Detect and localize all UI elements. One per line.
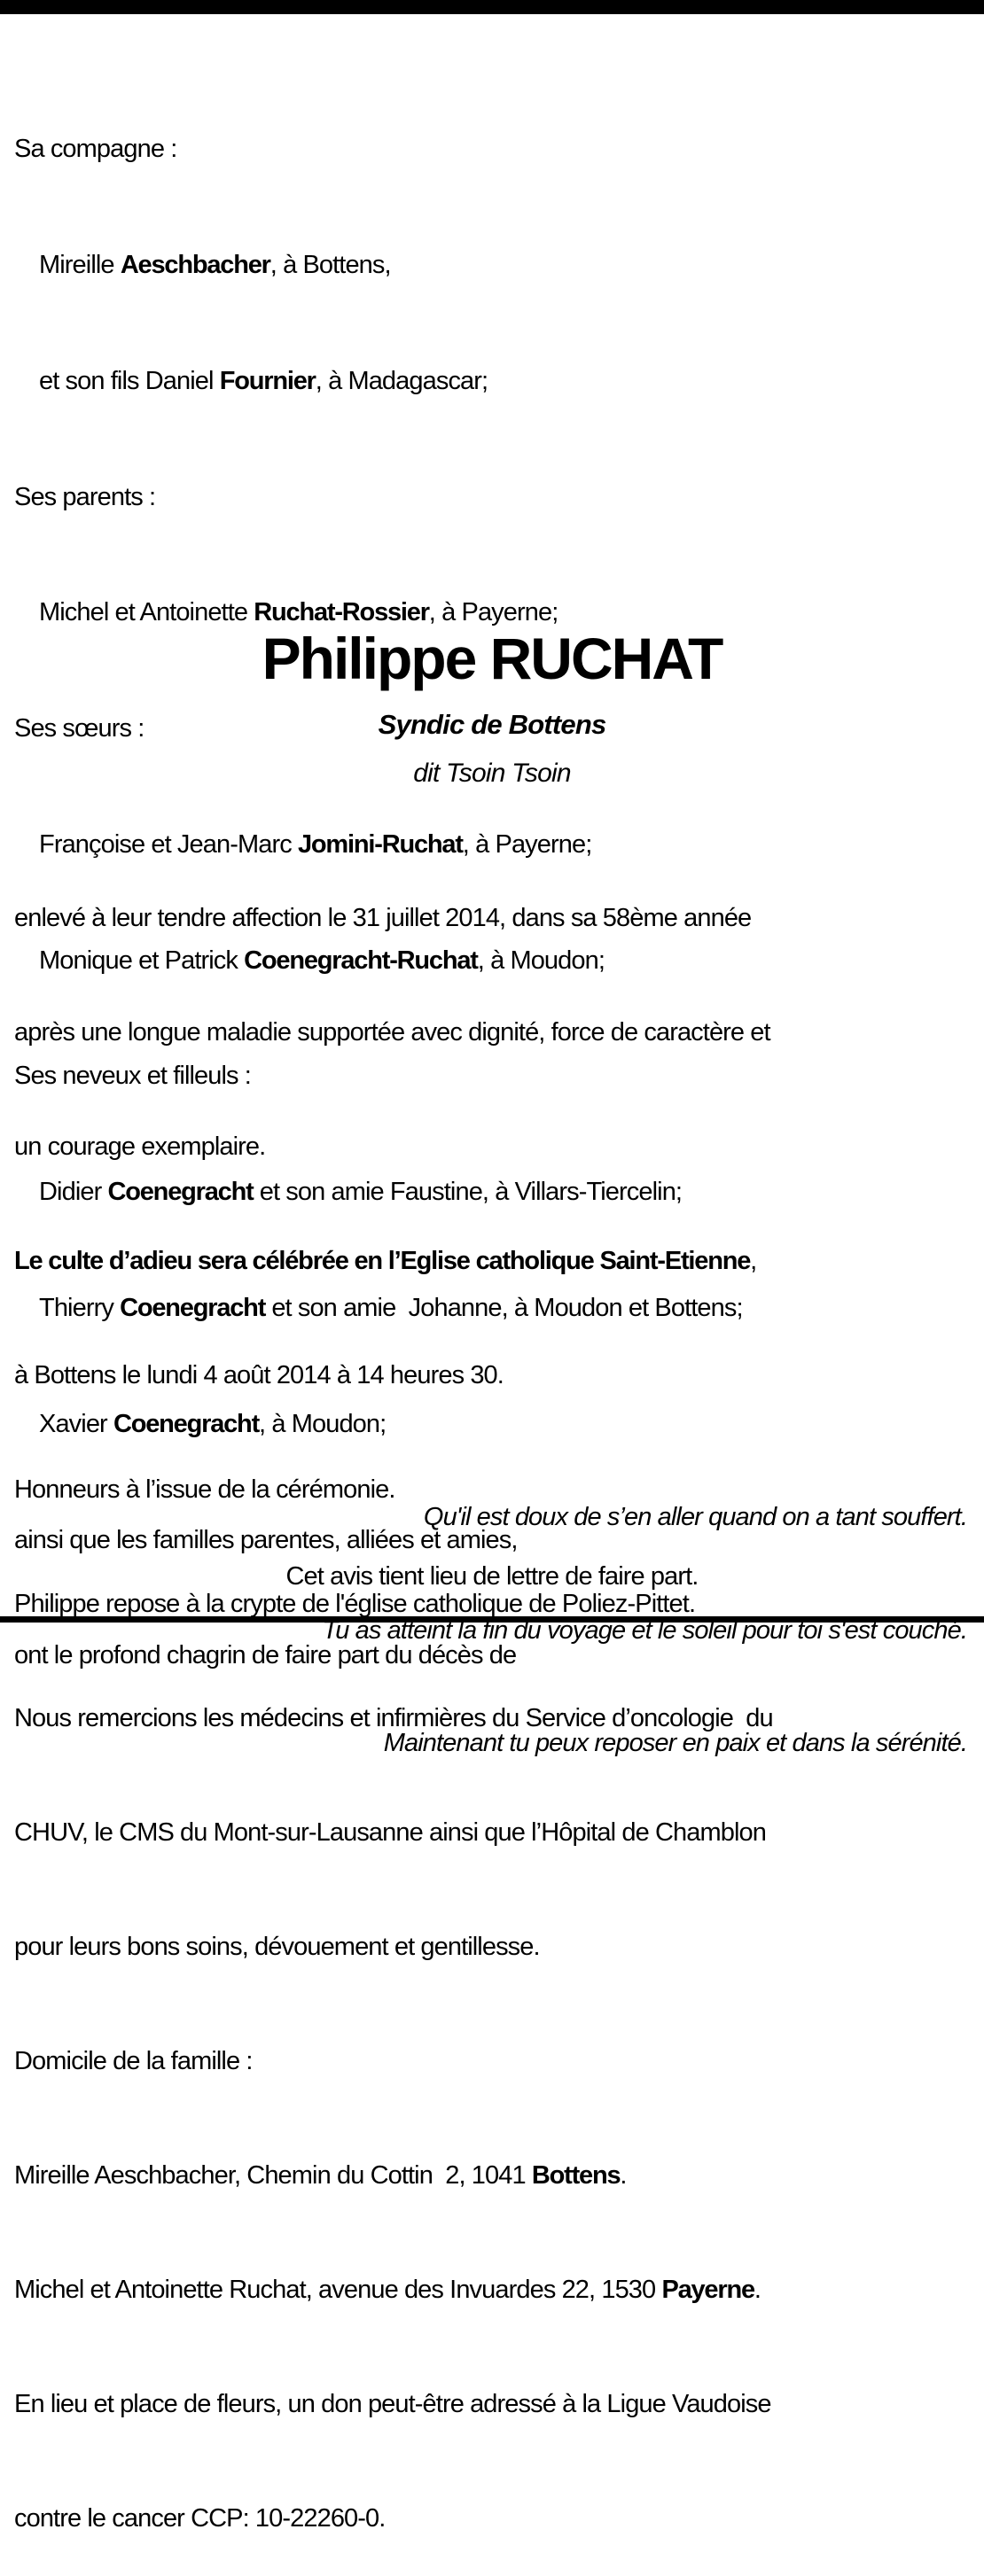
sisters-label: Ses sœurs : <box>14 714 144 743</box>
body-line: En lieu et place de fleurs, un don peut-être adressé à la Ligue Vaudoise <box>14 2390 771 2418</box>
address-line <box>14 2157 773 2195</box>
surname: Fournier <box>219 366 316 395</box>
body-line: CHUV, le CMS du Mont-sur-Lausanne ainsi que l’Hôpital de Chamblon <box>14 1818 766 1847</box>
text: , à Payerne; <box>428 598 558 627</box>
text: et son amie Faustine, à Villars-Tiercelin; <box>253 1178 683 1207</box>
text: Monique et Patrick <box>39 946 245 975</box>
top-rule <box>0 0 984 14</box>
text: . <box>754 2276 761 2304</box>
deceased-title: Syndic de Bottens <box>378 709 606 740</box>
surname: Coenegracht <box>113 1409 260 1438</box>
poem <box>0 1423 967 1800</box>
text: Michel et Antoinette <box>39 598 254 627</box>
text: , à Moudon; <box>259 1409 387 1438</box>
text: Thierry <box>39 1294 121 1322</box>
surname: Jomini-Ruchat <box>297 829 463 859</box>
text: Michel et Antoinette Ruchat, avenue des Invuardes 22, 1530 <box>14 2276 662 2304</box>
body-line: enlevé à leur tendre affection le 31 juillet 2014, dans sa 58ème année <box>14 904 752 932</box>
text: , à Bottens, <box>269 250 391 279</box>
partner-line <box>14 246 743 285</box>
poem-line: Tu as atteint la fin du voyage et le soleil pour toi s'est couché. <box>322 1615 967 1645</box>
text: , à Payerne; <box>462 829 592 859</box>
text: Didier <box>39 1178 108 1207</box>
text: . <box>620 2161 627 2190</box>
text: Françoise et Jean-Marc <box>39 829 298 859</box>
body-line: pour leurs bons soins, dévouement et gentillesse. <box>14 1933 540 1961</box>
address-line <box>14 2271 773 2309</box>
body-line: après une longue maladie supportée avec dignité, force de caractère et <box>14 1018 770 1047</box>
body-line: Domicile de la famille : <box>14 2047 253 2075</box>
surname: Coenegracht-Ruchat <box>244 946 478 975</box>
text: , <box>750 1247 757 1275</box>
ceremony-line <box>14 1242 773 1280</box>
city: Payerne <box>661 2276 754 2304</box>
surname: Ruchat-Rossier <box>254 598 429 627</box>
deceased-name: Philippe RUCHAT <box>262 626 722 691</box>
partner-label: Sa compagne : <box>14 135 177 164</box>
nephews-label: Ses neveux et filleuls : <box>14 1062 251 1091</box>
deceased-nickname: dit Tsoin Tsoin <box>413 759 571 788</box>
surname: Aeschbacher <box>120 250 270 279</box>
text: , à Madagascar; <box>315 366 488 395</box>
body-line: un courage exemplaire. <box>14 1132 266 1161</box>
surname: Coenegracht <box>120 1294 266 1322</box>
surname: Coenegracht <box>107 1178 254 1207</box>
body-line: Philippe repose à la crypte de l'église catholique de Poliez-Pittet. <box>14 1590 696 1618</box>
text: et son amie Johanne, à Moudon et Bottens; <box>265 1294 743 1322</box>
parents-label: Ses parents : <box>14 482 156 511</box>
city: Bottens <box>531 2161 621 2190</box>
poem-line: Qu'il est doux de s’en aller quand on a tant souffert. <box>423 1503 967 1531</box>
body-line: Nous remercions les médecins et infirmières du Service d’oncologie du <box>14 1704 773 1732</box>
text: Mireille <box>39 250 121 279</box>
partner-son-line <box>14 362 743 401</box>
text: Mireille Aeschbacher, Chemin du Cottin 2, 1041 <box>14 2161 532 2190</box>
body-line: Honneurs à l’issue de la cérémonie. <box>14 1475 395 1504</box>
poem-line: Maintenant tu peux reposer en paix et dans la sérénité. <box>383 1729 967 1757</box>
body-line: contre le cancer CCP: 10-22260-0. <box>14 2504 386 2533</box>
text: , à Moudon; <box>477 946 605 975</box>
announce-line: ont le profond chagrin de faire part du décès de <box>14 1641 517 1670</box>
body-line: à Bottens le lundi 4 août 2014 à 14 heures 30. <box>14 1361 504 1389</box>
text: Xavier <box>39 1409 113 1438</box>
text: et son fils Daniel <box>39 366 220 395</box>
closing-line: Cet avis tient lieu de lettre de faire part. <box>285 1562 699 1591</box>
families-line: ainsi que les familles parentes, alliées et amies, <box>14 1525 518 1554</box>
ceremony-text: Le culte d’adieu sera célébrée en l’Eglise catholique Saint-Etienne <box>14 1247 751 1275</box>
